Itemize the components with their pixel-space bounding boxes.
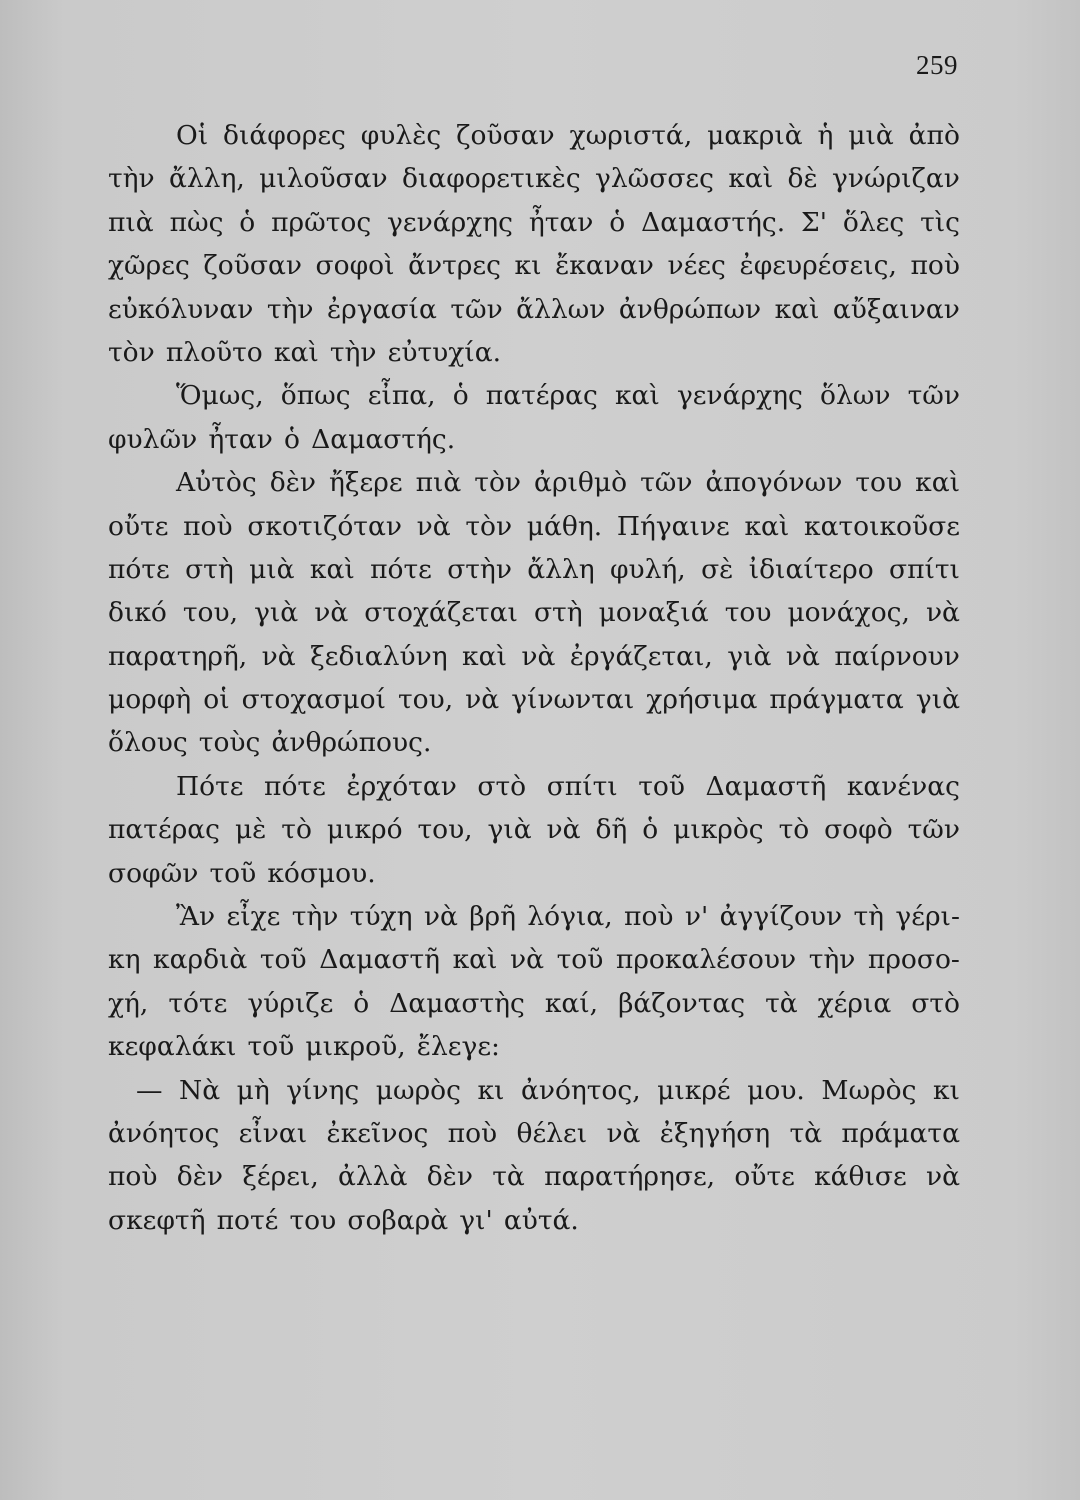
word: τοῦ [259, 944, 307, 976]
word: καὶ [462, 640, 507, 672]
word: νὰ [465, 684, 500, 716]
word: Νὰ [179, 1074, 221, 1106]
word: του, [417, 814, 473, 846]
word: ἀπὸ [908, 120, 960, 151]
word: γέρι- [895, 901, 960, 933]
word: γιὰ [254, 597, 299, 629]
text-line [108, 852, 960, 895]
text-line [108, 461, 960, 504]
word: νὰ [261, 640, 296, 672]
word: ὁ [283, 423, 300, 455]
word: του, [182, 597, 239, 629]
word: λόγια, [527, 901, 613, 933]
word: στὸ [911, 987, 960, 1019]
word: νέες [667, 250, 726, 282]
word: ποτέ [216, 1204, 279, 1236]
word: ὁ [642, 814, 659, 846]
text-line [108, 721, 960, 764]
word: πλοῦτο [165, 336, 263, 368]
word: νὰ [785, 640, 820, 672]
word: ἰδιαίτερο [748, 553, 874, 585]
word: ξέρει, [242, 1161, 319, 1193]
word: ποὺ [183, 510, 233, 542]
word: τὴν [808, 944, 856, 976]
word: τὸ [281, 814, 312, 846]
word: τὸν [465, 510, 513, 542]
word: Σ' [800, 206, 828, 238]
word: τότε [168, 987, 228, 1019]
word: μικροῦ, [305, 1031, 406, 1063]
text-line [108, 201, 960, 244]
text-line [108, 548, 960, 591]
word: κι [477, 1074, 505, 1106]
word: πότε [370, 553, 432, 585]
word: οὔτε [734, 1161, 795, 1193]
text-line [108, 418, 960, 461]
word: εὐτυχία. [387, 336, 502, 368]
word: στοχασμοί [241, 684, 386, 716]
word: τὰ [789, 1117, 823, 1149]
word: νὰ [510, 944, 545, 976]
word: μιὰ [848, 120, 894, 151]
word: στοχάζεται [364, 597, 518, 629]
word: γιὰ [487, 814, 532, 846]
word: σοφὸ [824, 814, 893, 846]
word: παρατηρῆ, [108, 640, 248, 672]
word: Δαμαστῆ [705, 770, 827, 802]
word: χέρια [817, 987, 892, 1019]
word: προσο- [867, 944, 960, 976]
word: καὶ [774, 293, 820, 325]
word: αὐτά. [503, 1204, 579, 1236]
word: ὅλους [108, 727, 188, 759]
word: ἔλεγε: [416, 1031, 500, 1063]
word: σκοτιζόταν [247, 510, 402, 542]
body-text [108, 114, 960, 1242]
text-line [108, 1069, 960, 1112]
word: μάθη. [526, 510, 603, 542]
word: νὰ [606, 1117, 641, 1149]
word: εἶχε [226, 901, 281, 933]
word: δὲν [269, 467, 317, 499]
word: βρῆ [469, 901, 517, 933]
word: μιὰ [249, 553, 295, 585]
word: οἱ [203, 684, 230, 716]
word: γενάρχης [676, 380, 803, 412]
word: τῶν [450, 293, 503, 325]
word: τὴν [329, 336, 377, 368]
word: γλῶσσες [595, 163, 715, 195]
word: ἄντρες [408, 250, 501, 282]
word: γενάρχης [387, 206, 513, 238]
word: γιὰ [727, 640, 772, 672]
word: νὰ [423, 901, 458, 933]
word: τὴν [266, 293, 314, 325]
word: Οἱ [176, 120, 209, 151]
word: μακριὰ [707, 120, 803, 151]
word: γιὰ [915, 684, 960, 716]
text-line [108, 331, 960, 374]
word: παρατήρησε, [544, 1161, 716, 1193]
word: προκαλέσουν [615, 944, 797, 976]
word: αὔξαιναν [832, 293, 960, 325]
word: χωριστά, [569, 120, 693, 151]
word: ἄλλη, [168, 163, 245, 195]
word: γνώριζαν [832, 163, 960, 195]
word: πρῶτος [271, 206, 372, 238]
word: τοῦ [247, 1031, 295, 1063]
word: τὴν [108, 163, 155, 195]
word: Δαμαστής. [311, 423, 456, 455]
word: ὅλων [820, 380, 891, 412]
word: μὲ [234, 814, 267, 846]
word: μονάχος, [787, 597, 910, 629]
word: χῶρες [108, 250, 190, 282]
text-line [108, 938, 960, 981]
word: Ἂν [176, 901, 216, 933]
word: ἀνθρώπων [618, 293, 762, 325]
text-line [108, 288, 960, 331]
word: χή, [108, 987, 149, 1019]
word: ἀριθμὸ [534, 467, 628, 499]
text-line [108, 808, 960, 851]
word: ἐκεῖνος [326, 1117, 429, 1149]
word: πὼς [169, 206, 224, 238]
word: τοῦ [209, 857, 257, 889]
word: μορφὴ [108, 684, 192, 716]
word: ζοῦσαν [203, 250, 302, 282]
word: κατοικοῦσε [804, 510, 960, 542]
word: ποὺ [624, 901, 674, 933]
word: ζοῦσαν [456, 120, 555, 151]
word: εἶπα, [367, 380, 436, 412]
word: Πήγαινε [616, 510, 730, 542]
word: χρήσιμα [646, 684, 758, 716]
word: βάζοντας [618, 987, 746, 1019]
word: τοὺς [198, 727, 261, 759]
text-line [108, 114, 960, 157]
word: κι [514, 250, 542, 282]
word: σοβαρὰ [347, 1204, 449, 1236]
word: τὶς [920, 206, 960, 238]
word: μωρὸς [375, 1074, 461, 1106]
text-line [108, 678, 960, 721]
word: διάφορες [222, 120, 346, 151]
text-line [108, 157, 960, 200]
word: ἀλλὰ [338, 1161, 408, 1193]
text-line [108, 1112, 960, 1155]
word: τὰ [765, 987, 798, 1019]
word: φυλή, [609, 553, 686, 585]
word: — [136, 1074, 163, 1106]
word: διαφορετικὲς [401, 163, 581, 195]
text-line [108, 982, 960, 1025]
word: καὶ [614, 380, 660, 412]
word: του [724, 597, 772, 629]
word: Δαμαστῆ [319, 944, 440, 976]
text-line [108, 374, 960, 417]
word: ἀπογόνων [705, 467, 843, 499]
word: σπίτι [888, 553, 960, 585]
word: σπίτι [546, 770, 618, 802]
word: Δαμαστής. [641, 206, 786, 238]
word: ἄλλη [527, 553, 595, 585]
word: ἦταν [208, 423, 273, 455]
text-line [108, 1155, 960, 1198]
word: ἐργασία [326, 293, 437, 325]
word: νὰ [925, 1161, 960, 1193]
word: πιὰ [108, 206, 154, 238]
word: ἄλλων [516, 293, 606, 325]
word: ὅπως [280, 380, 351, 412]
word: καὶ [452, 944, 498, 976]
word: σοφοὶ [315, 250, 395, 282]
word: ἐφευρέσεις, [739, 250, 897, 282]
word: καὶ [273, 336, 319, 368]
word: παίρνουν [834, 640, 960, 672]
word: κόσμου. [267, 857, 376, 889]
word: του, [397, 684, 454, 716]
word: τοῦ [556, 944, 604, 976]
word: πότε [264, 770, 326, 802]
text-line [108, 895, 960, 938]
text-line [108, 1025, 960, 1068]
word: ἀνόητος [108, 1117, 220, 1149]
text-line [108, 505, 960, 548]
word: νὰ [314, 597, 349, 629]
word: στὴν [447, 553, 512, 585]
word: μὴ [236, 1074, 270, 1106]
word: του [855, 467, 903, 499]
text-line [108, 244, 960, 287]
word: καὶ [728, 163, 774, 195]
word: ἡ [817, 120, 834, 151]
word: καρδιὰ [153, 944, 248, 976]
word: πιὰ [415, 467, 462, 499]
word: ποὺ [108, 1161, 158, 1193]
word: τὴν [291, 901, 339, 933]
word: ν' [684, 901, 709, 933]
word: καὶ [309, 553, 355, 585]
word: εἶναι [238, 1117, 308, 1149]
word: νὰ [925, 597, 960, 629]
word: ἔκαναν [555, 250, 654, 282]
word: κανένας [846, 770, 960, 802]
word: Δαμαστὴς [389, 987, 525, 1019]
word: ξεδιαλύνη [310, 640, 448, 672]
word: μοναξιά [598, 597, 709, 629]
word: εὐκόλυναν [108, 293, 254, 325]
word: μικρέ [657, 1074, 731, 1106]
word: γι' [459, 1204, 493, 1236]
word: τοῦ [638, 770, 685, 802]
word: στὸ [477, 770, 527, 802]
word: στὴ [185, 553, 234, 585]
word: ὁ [239, 206, 256, 238]
word: καί, [544, 987, 599, 1019]
word: κη [108, 944, 141, 976]
word: πατέρας [108, 814, 221, 846]
word: νὰ [416, 510, 451, 542]
word: πότε [108, 553, 170, 585]
word: πράγματα [769, 684, 904, 716]
word: γίνωνται [511, 684, 635, 716]
word: καὶ [915, 467, 960, 499]
word: φυλῶν [108, 423, 198, 455]
word: δὲν [426, 1161, 473, 1193]
word: Μωρὸς [821, 1074, 917, 1106]
word: ἀνόητος, [520, 1074, 641, 1106]
word: τὰ [492, 1161, 525, 1193]
word: Ὅμως, [176, 380, 264, 412]
word: κεφαλάκι [108, 1031, 237, 1063]
word: τῶν [907, 380, 960, 412]
text-line [108, 1199, 960, 1242]
word: τὸ [778, 814, 810, 846]
word: του [289, 1204, 337, 1236]
word: δὲν [176, 1161, 224, 1193]
word: μικρό [326, 814, 403, 846]
word: κι [932, 1074, 960, 1106]
word: μικρὸς [673, 814, 764, 846]
word: ἀνθρώπους. [271, 727, 432, 759]
word: τὸν [108, 336, 155, 368]
word: σὲ [701, 553, 734, 585]
word: Πότε [176, 770, 244, 802]
word: τύχη [349, 901, 413, 933]
word: κάθισε [814, 1161, 907, 1193]
text-line [108, 765, 960, 808]
word: ὁ [452, 380, 469, 412]
word: νὰ [546, 814, 581, 846]
word: Αὐτὸς [176, 467, 257, 499]
word: τῶν [907, 814, 960, 846]
word: γίνης [286, 1074, 360, 1106]
word: ὁ [353, 987, 370, 1019]
text-line [108, 635, 960, 678]
word: ποὺ [910, 250, 960, 282]
word: ὅλες [842, 206, 905, 238]
word: ἐργάζεται, [569, 640, 713, 672]
word: πράματα [841, 1117, 960, 1149]
word: ποὺ [447, 1117, 498, 1149]
word: γύριζε [247, 987, 334, 1019]
word: ἀγγίζουν [719, 901, 843, 933]
word: σοφῶν [108, 857, 199, 889]
text-line [108, 591, 960, 634]
word: μιλοῦσαν [259, 163, 388, 195]
word: μου. [747, 1074, 805, 1106]
word: δὲ [787, 163, 818, 195]
word: ἦταν [528, 206, 594, 238]
word: καὶ [744, 510, 790, 542]
word: δῆ [595, 814, 628, 846]
word: τὴ [853, 901, 885, 933]
word: πατέρας [485, 380, 598, 412]
word: σκεφτῆ [108, 1204, 206, 1236]
word: φυλὲς [360, 120, 442, 151]
word: τὸν [474, 467, 522, 499]
word: στὴ [533, 597, 583, 629]
word: ὁ [609, 206, 626, 238]
word: ἐρχόταν [346, 770, 457, 802]
page-number: 259 [916, 50, 958, 80]
word: οὔτε [108, 510, 169, 542]
word: δικό [108, 597, 167, 629]
word: τῶν [640, 467, 693, 499]
word: ἐξηγήση [659, 1117, 771, 1149]
word: ἤξερε [329, 467, 403, 499]
word: θέλει [516, 1117, 588, 1149]
word: νὰ [521, 640, 556, 672]
